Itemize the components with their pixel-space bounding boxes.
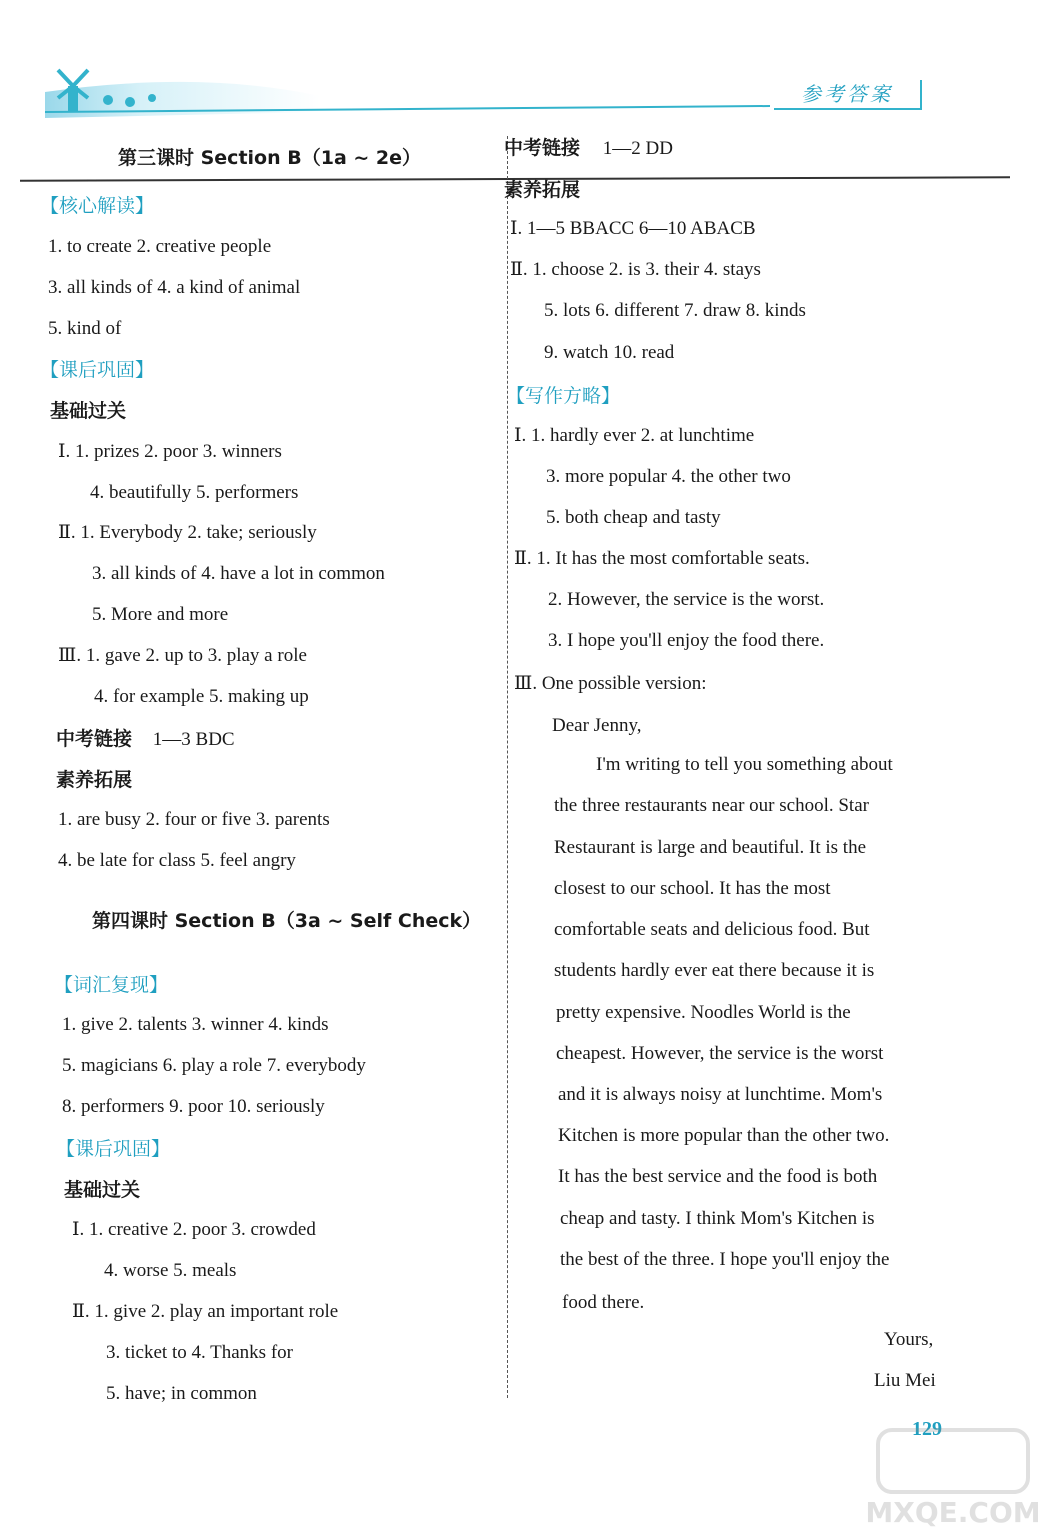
answer-line: 3. all kinds of 4. have a lot in common [92, 563, 385, 584]
answer-line: 3. all kinds of 4. a kind of animal [48, 277, 301, 298]
answer-line: 1. to create 2. creative people [48, 236, 272, 257]
watermark-logo [858, 1420, 1038, 1530]
answer-line: Ⅲ. One possible version: [514, 673, 707, 694]
answer-line: 5. lots 6. different 7. draw 8. kinds [544, 300, 806, 321]
letter-line: It has the best service and the food is both [558, 1166, 878, 1187]
answer-line: 9. watch 10. read [544, 342, 675, 363]
exam-link-value: 1—3 BDC [152, 729, 235, 750]
answer-line: 4. worse 5. meals [104, 1260, 237, 1281]
letter-line: comfortable seats and delicious food. But [554, 919, 870, 940]
answer-line: 8. performers 9. poor 10. seriously [62, 1096, 325, 1117]
literacy-label: 素养拓展 [56, 769, 133, 791]
column-divider [507, 136, 508, 1398]
basic-label: 基础过关 [64, 1179, 141, 1201]
answer-line: Ⅱ. 1. give 2. play an important role [72, 1301, 339, 1322]
vocab-review-label: 【词汇复现】 [54, 974, 169, 996]
answer-line: Ⅱ. 1. It has the most comfortable seats. [514, 548, 810, 569]
answer-line: 5. magicians 6. play a role 7. everybody [62, 1055, 366, 1076]
answer-line: Ⅱ. 1. Everybody 2. take; seriously [58, 522, 317, 543]
page-number: 129 [912, 1418, 942, 1440]
letter-line: cheap and tasty. I think Mom's Kitchen is [560, 1208, 875, 1229]
exam-link-label: 中考链接 [504, 137, 581, 159]
answer-line: Ⅰ. 1—5 BBACC 6—10 ABACB [510, 218, 756, 239]
letter-line: the best of the three. I hope you'll enjoy the [560, 1249, 890, 1270]
letter-line: and it is always noisy at lunchtime. Mom's [558, 1084, 883, 1105]
consolidation-label: 【课后巩固】 [56, 1138, 171, 1160]
answer-line: 3. I hope you'll enjoy the food there. [548, 630, 825, 651]
exam-link-label: 中考链接 [56, 728, 133, 750]
letter-line: closest to our school. It has the most [554, 878, 831, 899]
answer-line: 4. for example 5. making up [94, 686, 309, 707]
consolidation-label: 【课后巩固】 [40, 359, 155, 381]
exam-link-row [56, 727, 235, 752]
core-reading-label: 【核心解读】 [40, 195, 155, 217]
letter-signature: Liu Mei [874, 1370, 936, 1391]
header-section-tag: 参考答案 [774, 80, 922, 110]
letter-line: Kitchen is more popular than the other two. [558, 1125, 890, 1146]
letter-line: the three restaurants near our school. Star [554, 795, 869, 816]
letter-closing: Yours, [884, 1329, 934, 1350]
section-title-lesson3: 第三课时 Section B（1a ~ 2e） [118, 147, 422, 169]
answer-line: Ⅱ. 1. choose 2. is 3. their 4. stays [510, 259, 761, 280]
watermark-text: MXQE.COM [865, 1496, 1038, 1529]
answer-line: 1. are busy 2. four or five 3. parents [58, 809, 330, 830]
answer-line: Ⅰ. 1. hardly ever 2. at lunchtime [514, 425, 755, 446]
answer-line: 2. However, the service is the worst. [548, 589, 825, 610]
basic-label: 基础过关 [50, 400, 127, 422]
answer-line: 4. beautifully 5. performers [90, 482, 299, 503]
answer-line: Ⅲ. 1. gave 2. up to 3. play a role [58, 645, 307, 666]
answer-line: 5. kind of [48, 318, 122, 339]
answer-line: Ⅰ. 1. prizes 2. poor 3. winners [58, 441, 282, 462]
letter-line: cheapest. However, the service is the worst [556, 1043, 884, 1064]
answer-line: 5. More and more [92, 604, 229, 625]
letter-line: students hardly ever eat there because it is [554, 960, 875, 981]
letter-line: I'm writing to tell you something about [596, 754, 893, 775]
letter-line: pretty expensive. Noodles World is the [556, 1002, 851, 1023]
section-title-lesson4: 第四课时 Section B（3a ~ Self Check） [92, 910, 482, 932]
letter-line: food there. [562, 1292, 645, 1313]
answer-line: 4. be late for class 5. feel angry [58, 850, 296, 871]
answer-line: 5. have; in common [106, 1383, 257, 1404]
exam-link-row [504, 136, 673, 161]
letter-greeting: Dear Jenny, [552, 715, 642, 736]
answer-line: Ⅰ. 1. creative 2. poor 3. crowded [72, 1219, 316, 1240]
letter-line: Restaurant is large and beautiful. It is the [554, 837, 867, 858]
answer-line: 3. ticket to 4. Thanks for [106, 1342, 293, 1363]
answer-line: 3. more popular 4. the other two [546, 466, 791, 487]
header-decoration [0, 0, 1045, 130]
answer-line: 1. give 2. talents 3. winner 4. kinds [62, 1014, 329, 1035]
answer-line: 5. both cheap and tasty [546, 507, 721, 528]
literacy-label: 素养拓展 [504, 179, 581, 201]
writing-strategy-label: 【写作方略】 [506, 385, 621, 407]
page-header [0, 0, 1045, 130]
exam-link-value: 1—2 DD [602, 138, 673, 159]
